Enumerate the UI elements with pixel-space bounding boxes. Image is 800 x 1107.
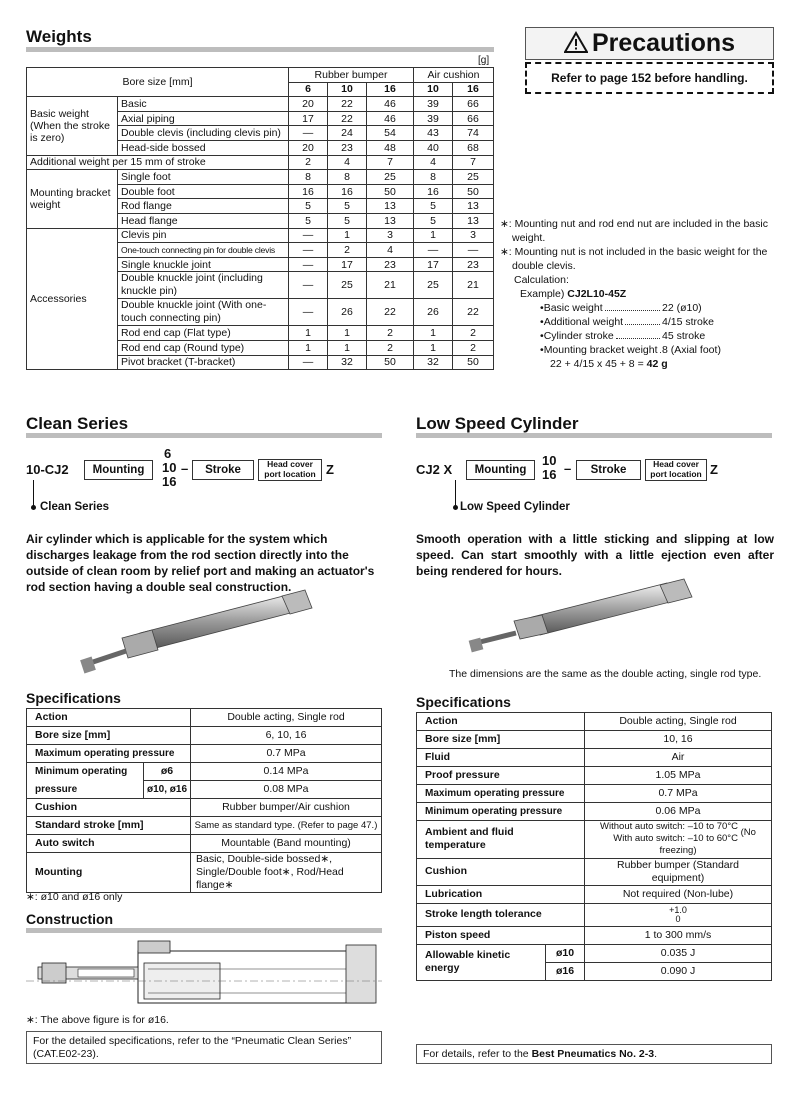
spec-label: pressure: [27, 781, 144, 799]
calc-item: [540, 329, 740, 343]
calc-item: [540, 343, 740, 357]
spec-label: Ambient and fluid temperature: [417, 821, 585, 859]
weights-cell: —: [289, 243, 328, 258]
spec-value: [191, 853, 382, 893]
construction-drawing: [26, 939, 382, 1016]
weights-cell: 1: [289, 326, 328, 341]
weights-cell: 1: [328, 326, 367, 341]
footer-prefix: For details, refer to the: [423, 1048, 529, 1060]
weights-cell: 43: [414, 126, 453, 141]
precautions-banner: [525, 27, 774, 60]
example-prefix: Example): [520, 288, 565, 300]
mounting-line: Single/Double foot∗, Rod/Head flange∗: [196, 866, 344, 891]
lowspeed-dim-note: The dimensions are the same as the double acting, single rod type.: [449, 668, 762, 680]
spec-value: 0.035 J: [585, 944, 772, 962]
spec-label: Mounting: [27, 853, 191, 893]
weights-cell: 1: [414, 326, 453, 341]
weights-cell: 66: [453, 97, 494, 112]
lowspeed-title: Low Speed Cylinder: [416, 414, 579, 433]
spec-label: Cushion: [417, 858, 585, 885]
result-expression: 22 + 4/15 x 45 + 8 =: [550, 358, 644, 370]
weights-group-label: Basic weight (When the stroke is zero): [27, 97, 118, 155]
clean-suffix: Z: [326, 462, 334, 477]
clean-footer: For the detailed specifications, refer to the “Pneumatic Clean Series” (CAT.E02-23).: [26, 1031, 382, 1064]
weights-cell: 50: [367, 355, 414, 370]
weights-item-label: Basic: [118, 97, 289, 112]
clean-series-label: Clean Series: [40, 501, 110, 513]
no-freezing: (No freezing): [659, 827, 756, 856]
weights-cell: 1: [328, 340, 367, 355]
air-cushion-header: Air cushion: [414, 68, 494, 83]
spec-bore: ø10: [546, 944, 585, 962]
spec-label: Minimum operating pressure: [417, 803, 585, 821]
weights-item-label: Rod end cap (Flat type): [118, 326, 289, 341]
result-value: 42 g: [646, 358, 668, 370]
weights-cell: 40: [414, 140, 453, 155]
weights-cell: 17: [414, 257, 453, 272]
weights-group-label: Mounting bracket weight: [27, 170, 118, 228]
spec-value: [585, 903, 772, 926]
spec-label: Auto switch: [27, 835, 191, 853]
weights-cell: 20: [289, 140, 328, 155]
tolerance-upper: +1.0: [669, 904, 687, 915]
spec-value: 6, 10, 16: [191, 727, 382, 745]
weights-group-label: Additional weight per 15 mm of stroke: [27, 155, 289, 170]
clean-spec-note: ∗: ø10 and ø16 only: [26, 891, 123, 903]
weights-cell: 46: [367, 111, 414, 126]
spec-value: 0.08 MPa: [191, 781, 382, 799]
weights-cell: 22: [328, 97, 367, 112]
warning-icon: [564, 30, 588, 61]
spec-label: Cushion: [27, 799, 191, 817]
weights-item-label: Double clevis (including clevis pin): [118, 126, 289, 141]
spec-label: Minimum operating: [27, 763, 144, 781]
weights-cell: 1: [328, 228, 367, 243]
spec-label: Bore size [mm]: [417, 731, 585, 749]
calc-item-label: Basic weight: [543, 302, 603, 314]
dotted-leader: [616, 329, 660, 339]
clean-rule: [26, 433, 382, 438]
weights-cell: 5: [414, 213, 453, 228]
weights-row: [27, 155, 494, 170]
spec-bore: ø16: [546, 962, 585, 980]
spec-label: Allowable kinetic energy: [417, 944, 546, 980]
weights-item-label: Single knuckle joint: [118, 257, 289, 272]
weights-cell: 7: [453, 155, 494, 170]
spec-value: 1.05 MPa: [585, 767, 772, 785]
bore-option: 10: [162, 460, 177, 475]
note-1: ∗: Mounting nut and rod end nut are included in the basic weight.: [500, 218, 768, 244]
weights-cell: 3: [367, 228, 414, 243]
weights-cell: 5: [289, 213, 328, 228]
spec-value: Rubber bumper/Air cushion: [191, 799, 382, 817]
weights-item-label: Axial piping: [118, 111, 289, 126]
weights-item-label: Double foot: [118, 184, 289, 199]
spec-value: 1 to 300 mm/s: [585, 926, 772, 944]
weights-unit: [g]: [478, 55, 490, 66]
footer-suffix: .: [654, 1048, 658, 1060]
weights-cell: 5: [414, 199, 453, 214]
calc-result: [500, 357, 775, 371]
construction-title: Construction: [26, 911, 114, 927]
clean-title: Clean Series: [26, 414, 129, 433]
weights-cell: 8: [328, 170, 367, 185]
weights-cell: 17: [328, 257, 367, 272]
temp-line: With auto switch: –10 to 60°C: [613, 833, 738, 844]
weights-item-label: Rod end cap (Round type): [118, 340, 289, 355]
weights-group-label: Accessories: [27, 228, 118, 370]
construction-note: ∗: The above figure is for ø16.: [26, 1014, 169, 1026]
spec-value: [585, 821, 772, 859]
weights-cell: 54: [367, 126, 414, 141]
lowspeed-pointer-line: [455, 480, 456, 508]
spec-bore: ø6: [144, 763, 191, 781]
clean-stroke-box: Stroke: [192, 460, 254, 480]
lowspeed-cylinder-image: [462, 575, 702, 660]
lowspeed-dash: –: [564, 461, 572, 476]
weights-cell: 32: [414, 355, 453, 370]
weights-cell: —: [289, 228, 328, 243]
weights-cell: 16: [289, 184, 328, 199]
weights-cell: 2: [367, 326, 414, 341]
weights-cell: 25: [414, 272, 453, 299]
weights-cell: 2: [453, 340, 494, 355]
weights-cell: 23: [453, 257, 494, 272]
lowspeed-mounting-box: Mounting: [466, 460, 535, 480]
weights-cell: 32: [328, 355, 367, 370]
bore-option: 6: [164, 446, 172, 461]
weights-cell: 22: [367, 299, 414, 326]
weights-cell: 22: [328, 111, 367, 126]
weights-cell: 2: [367, 340, 414, 355]
weights-cell: 16: [328, 184, 367, 199]
weights-cell: 13: [367, 199, 414, 214]
weights-cell: 17: [289, 111, 328, 126]
weights-cell: 4: [328, 155, 367, 170]
clean-spec-table: [26, 708, 382, 893]
calc-item-value: 4/15 stroke: [662, 316, 714, 328]
weights-cell: 3: [453, 228, 494, 243]
weights-cell: 13: [453, 199, 494, 214]
precautions-note: Refer to page 152 before handling.: [525, 62, 774, 94]
lowspeed-spec-title: Specifications: [416, 694, 511, 710]
weights-cell: 2: [453, 326, 494, 341]
weights-item-label: Double knuckle joint (With one-touch connecting pin): [118, 299, 289, 326]
tolerance-lower: 0: [675, 913, 681, 924]
spec-value: Air: [585, 749, 772, 767]
clean-head-cover-box: Head cover port location: [258, 459, 322, 481]
spec-value: 0.7 MPa: [585, 785, 772, 803]
clean-pointer-dot: [31, 505, 36, 510]
spec-label: Piston speed: [417, 926, 585, 944]
weights-cell: 66: [453, 111, 494, 126]
weights-cell: 5: [328, 213, 367, 228]
weights-cell: 50: [367, 184, 414, 199]
weights-cell: 2: [289, 155, 328, 170]
spec-value: 0.7 MPa: [191, 745, 382, 763]
bore-option: 10: [542, 453, 557, 468]
spec-value: Double acting, Single rod: [191, 709, 382, 727]
calc-item-value: 45 stroke: [662, 330, 706, 342]
weights-cell: 39: [414, 97, 453, 112]
bore-16-header: 16: [367, 82, 414, 97]
weights-title: Weights: [26, 27, 92, 46]
spec-value: Not required (Non-lube): [585, 885, 772, 903]
weights-cell: 2: [328, 243, 367, 258]
spec-value: 0.090 J: [585, 962, 772, 980]
construction-rule: [26, 928, 382, 933]
example-code: CJ2L10-45Z: [567, 288, 627, 300]
bore-16-header: 16: [453, 82, 494, 97]
weights-cell: 74: [453, 126, 494, 141]
dotted-leader: [625, 315, 660, 325]
weights-cell: 46: [367, 97, 414, 112]
weights-item-label: Pivot bracket (T-bracket): [118, 355, 289, 370]
bore-10-header: 10: [414, 82, 453, 97]
clean-spec-title: Specifications: [26, 690, 121, 706]
weights-cell: 4: [367, 243, 414, 258]
note-2: ∗: Mounting nut is not included in the basic weight for the double clevis.: [500, 246, 768, 272]
clean-bore-options: [162, 447, 176, 489]
calc-item: [540, 301, 740, 315]
weights-cell: 68: [453, 140, 494, 155]
calc-item-label: Additional weight: [543, 316, 624, 328]
weights-cell: 1: [414, 228, 453, 243]
weights-cell: 25: [328, 272, 367, 299]
bullet-icon: •: [540, 302, 544, 314]
weights-cell: 4: [414, 155, 453, 170]
rubber-bumper-header: Rubber bumper: [289, 68, 414, 83]
weights-cell: —: [289, 257, 328, 272]
weights-cell: 26: [414, 299, 453, 326]
weights-row: [27, 170, 494, 185]
clean-description: Air cylinder which is applicable for the system which discharges leakage from the rod section directly into the outside of clean room by relief port and making an actuator's rod section having a double seal construction.: [26, 532, 375, 594]
spec-value: 0.06 MPa: [585, 803, 772, 821]
calc-item-label: Cylinder stroke: [543, 330, 614, 342]
spec-value: 10, 16: [585, 731, 772, 749]
lowspeed-pointer-dot: [453, 505, 458, 510]
weights-cell: 21: [367, 272, 414, 299]
clean-pointer-line: [33, 480, 34, 508]
weights-cell: —: [289, 126, 328, 141]
bore-option: 16: [162, 474, 177, 489]
clean-mounting-box: Mounting: [84, 460, 153, 480]
weights-cell: 13: [367, 213, 414, 228]
calc-item: [540, 315, 740, 329]
weights-cell: 50: [453, 355, 494, 370]
spec-value: Rubber bumper (Standard equipment): [585, 858, 772, 885]
weights-cell: 50: [453, 184, 494, 199]
bore-size-header: Bore size [mm]: [27, 68, 289, 97]
calc-label: Calculation:: [514, 274, 569, 286]
weights-cell: 25: [367, 170, 414, 185]
spec-label: Maximum operating pressure: [27, 745, 191, 763]
bullet-icon: •: [540, 344, 544, 356]
weights-rule: [26, 47, 494, 52]
lowspeed-head-cover-box: Head cover port location: [645, 459, 707, 481]
lowspeed-code-prefix: CJ2 X: [416, 462, 453, 477]
weights-cell: 22: [453, 299, 494, 326]
weights-row: [27, 228, 494, 243]
weights-item-label: Rod flange: [118, 199, 289, 214]
weights-cell: 5: [289, 199, 328, 214]
bore-option: 16: [542, 467, 557, 482]
weights-cell: 8: [289, 170, 328, 185]
spec-bore: ø10, ø16: [144, 781, 191, 799]
weights-table: [26, 67, 494, 370]
weights-item-label: Head flange: [118, 213, 289, 228]
lowspeed-bore-options: [542, 454, 556, 482]
weights-cell: 23: [328, 140, 367, 155]
weights-item-label: Double knuckle joint (including knuckle pin): [118, 272, 289, 299]
weights-cell: 1: [289, 340, 328, 355]
weights-item-label: Single foot: [118, 170, 289, 185]
spec-label: Action: [417, 713, 585, 731]
spec-label: Stroke length tolerance: [417, 903, 585, 926]
weights-cell: 20: [289, 97, 328, 112]
weights-item-label: One-touch connecting pin for double clevis: [118, 243, 289, 258]
bullet-icon: •: [540, 330, 544, 342]
spec-label: Bore size [mm]: [27, 727, 191, 745]
weights-cell: 26: [328, 299, 367, 326]
weights-cell: 8: [414, 170, 453, 185]
weight-notes: [500, 217, 775, 371]
bore-10-header: 10: [328, 82, 367, 97]
weights-cell: 39: [414, 111, 453, 126]
bullet-icon: •: [540, 316, 544, 328]
spec-value: Double acting, Single rod: [585, 713, 772, 731]
calc-item-value: 8 (Axial foot): [662, 344, 721, 356]
spec-label: Lubrication: [417, 885, 585, 903]
weights-cell: 1: [414, 340, 453, 355]
spec-value: 0.14 MPa: [191, 763, 382, 781]
mounting-line: Basic, Double-side bossed∗,: [196, 853, 333, 865]
spec-label: Maximum operating pressure: [417, 785, 585, 803]
clean-cylinder-image: [70, 588, 330, 688]
weights-cell: —: [289, 272, 328, 299]
calc-item-value: 22 (ø10): [662, 302, 702, 314]
weights-cell: 21: [453, 272, 494, 299]
weights-cell: 48: [367, 140, 414, 155]
weights-cell: —: [453, 243, 494, 258]
clean-code-prefix: 10-CJ2: [26, 462, 69, 477]
lowspeed-spec-table: [416, 712, 772, 981]
clean-dash: –: [181, 461, 189, 476]
precautions-title: Precautions: [591, 29, 736, 57]
spec-label: Action: [27, 709, 191, 727]
weights-cell: 16: [414, 184, 453, 199]
weights-item-label: Clevis pin: [118, 228, 289, 243]
weights-cell: 7: [367, 155, 414, 170]
weights-cell: 24: [328, 126, 367, 141]
example-line: [500, 287, 775, 301]
lowspeed-suffix: Z: [710, 462, 718, 477]
weights-cell: —: [289, 355, 328, 370]
spec-value: Same as standard type. (Refer to page 47.): [191, 817, 382, 835]
weights-cell: 13: [453, 213, 494, 228]
bore-6-header: 6: [289, 82, 328, 97]
lowspeed-footer: [416, 1044, 772, 1064]
lowspeed-series-label: Low Speed Cylinder: [460, 501, 570, 513]
spec-label: Standard stroke [mm]: [27, 817, 191, 835]
weights-cell: —: [414, 243, 453, 258]
lowspeed-stroke-box: Stroke: [576, 460, 641, 480]
spec-label: Fluid: [417, 749, 585, 767]
weights-cell: 23: [367, 257, 414, 272]
temp-line: Without auto switch: –10 to 70°C: [600, 821, 738, 832]
dotted-leader: [605, 301, 660, 311]
lowspeed-description: Smooth operation with a little sticking and slipping at low speed. Can start smoothly with a little ejection even after being rendered for hours.: [416, 532, 774, 578]
footer-link: Best Pneumatics No. 2-3: [531, 1048, 655, 1060]
weights-cell: 25: [453, 170, 494, 185]
weights-cell: —: [289, 299, 328, 326]
spec-label: Proof pressure: [417, 767, 585, 785]
spec-value: Mountable (Band mounting): [191, 835, 382, 853]
weights-item-label: Head-side bossed: [118, 140, 289, 155]
lowspeed-rule: [416, 433, 772, 438]
weights-cell: 5: [328, 199, 367, 214]
calc-item-label: Mounting bracket weight: [543, 344, 658, 356]
weights-row: [27, 97, 494, 112]
